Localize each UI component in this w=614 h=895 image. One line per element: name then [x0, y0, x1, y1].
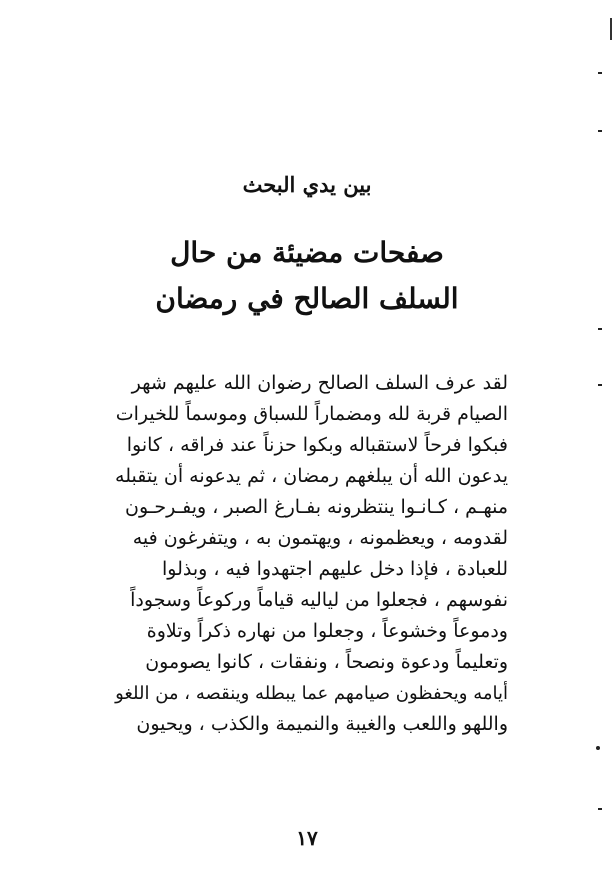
scan-edge-mark [598, 808, 602, 810]
text-line: نفوسهم ، فجعلوا من لياليه قياماً وركوعاً وسجوداً [130, 589, 508, 611]
scan-edge-mark [598, 328, 602, 330]
text-line: الصيام قربة لله ومضماراً للسباق وموسماً للخيرات [115, 403, 508, 425]
body-paragraph [108, 368, 508, 740]
text-line: واللهو واللعب والغيبة والنميمة والكذب ، ويحيون [136, 713, 508, 735]
page-number: ١٧ [296, 826, 318, 850]
text-line: أيامه ويحفظون صيامهم عما يبطله وينقصه ، من اللغو [115, 683, 508, 704]
text-line: فبكوا فرحاً لاستقباله وبكوا حزناً عند فراقه ، كانوا [126, 434, 508, 456]
scan-speck [596, 746, 600, 750]
text-line: لقدومه ، ويعظمونه ، ويهتمون به ، ويتفرغون فيه [132, 527, 508, 549]
section-label: بين يدي البحث [242, 172, 372, 197]
scan-edge-mark [598, 384, 602, 386]
text-line: لقد عرف السلف الصالح رضوان الله عليهم شهر [131, 372, 508, 394]
text-line: منهـم ، كـانـوا ينتظرونه بفـارغ الصبر ، ويفـرحـون [125, 496, 508, 518]
scan-edge-mark [598, 72, 602, 74]
chapter-title-line-2: السلف الصالح في رمضان [155, 282, 459, 315]
text-line: للعبادة ، فإذا دخل عليهم اجتهدوا فيه ، وبذلوا [162, 558, 508, 580]
scan-edge-bar [610, 18, 612, 40]
text-line: وتعليماً ودعوة ونصحاً ، ونفقات ، كانوا يصومون [145, 651, 508, 673]
scan-edge-mark [598, 130, 602, 132]
text-line: يدعون الله أن يبلغهم رمضان ، ثم يدعونه أن يتقبله [115, 465, 508, 487]
chapter-title-line-1: صفحات مضيئة من حال [170, 236, 444, 269]
text-line: ودموعاً وخشوعاً ، وجعلوا من نهاره ذكراً وتلاوة [146, 620, 508, 642]
